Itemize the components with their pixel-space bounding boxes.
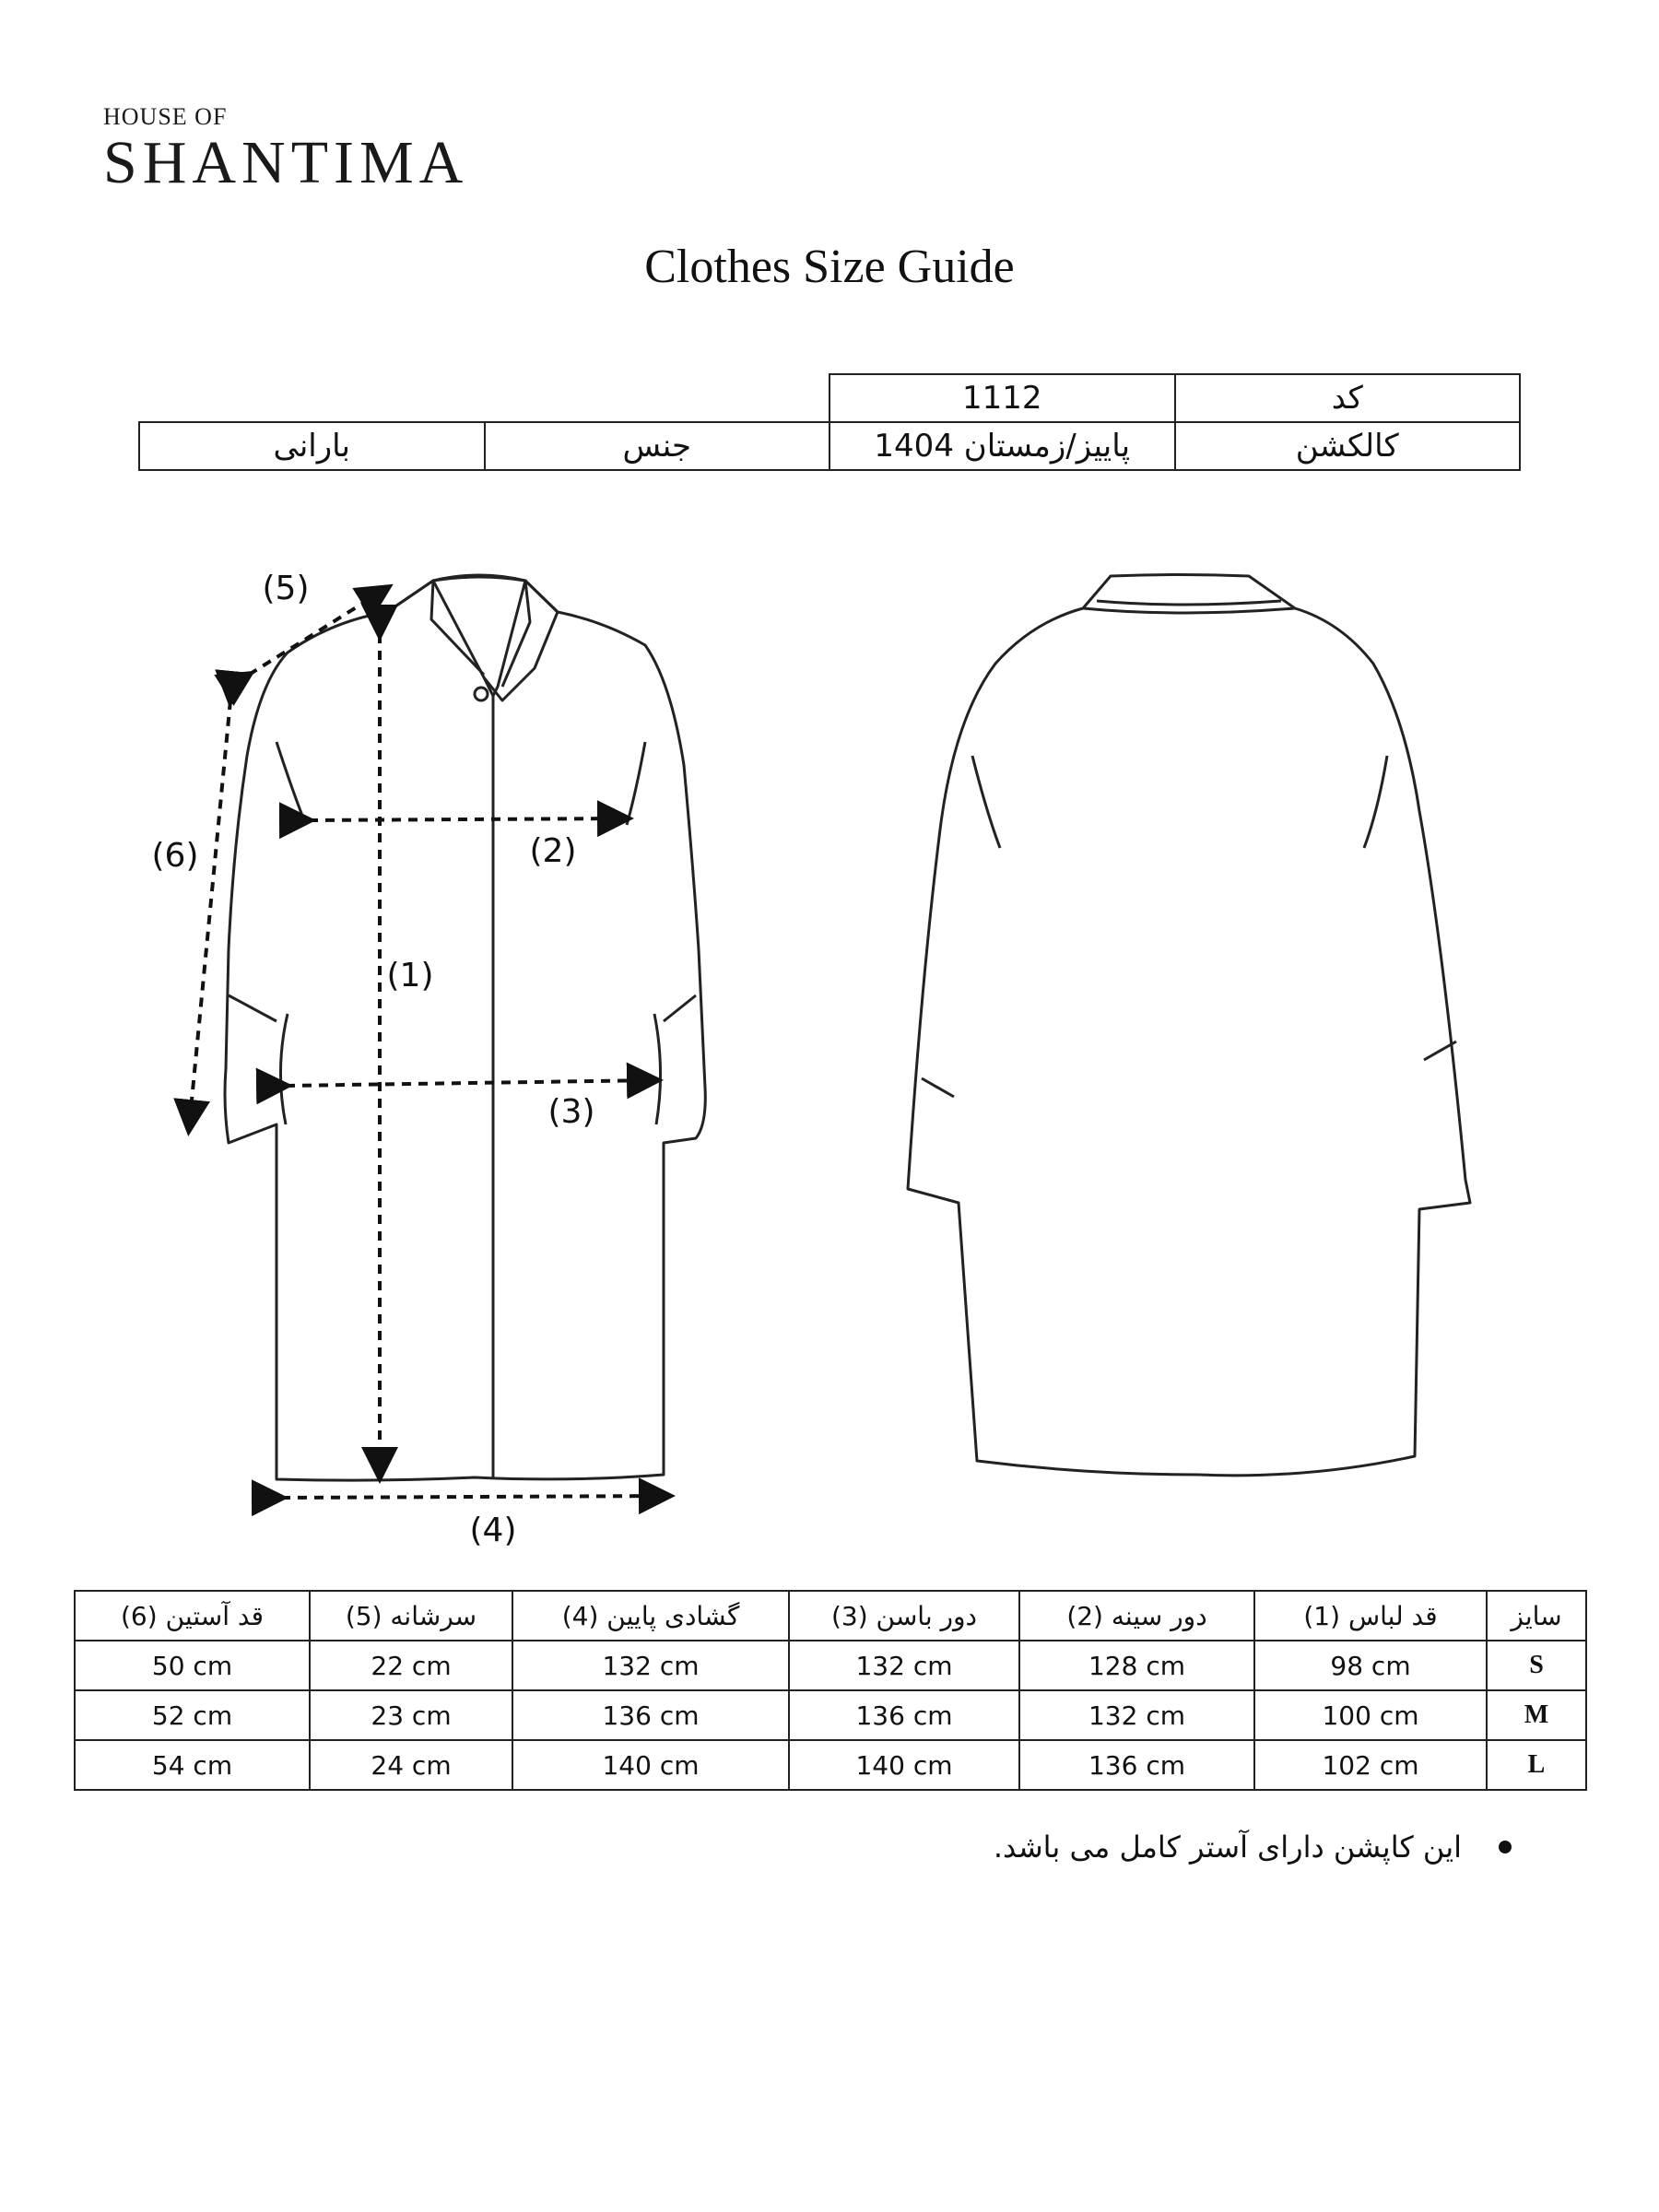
measure-arrow-chest bbox=[309, 818, 627, 820]
code-label: کد bbox=[1175, 374, 1521, 422]
code-value: 1112 bbox=[830, 374, 1175, 422]
cell-size: L bbox=[1487, 1740, 1586, 1790]
cell-hem: 136 cm bbox=[512, 1690, 789, 1740]
header-chest: (2) دور سینه bbox=[1019, 1591, 1254, 1641]
table-row bbox=[75, 1690, 1586, 1740]
cell-hip: 136 cm bbox=[789, 1690, 1019, 1740]
label-m3: (3) bbox=[547, 1093, 595, 1131]
coat-diagrams bbox=[0, 516, 1659, 1558]
bullet-icon bbox=[1499, 1841, 1512, 1853]
note-text: این کاپشن دارای آستر کامل می باشد. bbox=[993, 1830, 1462, 1865]
brand-logo bbox=[103, 103, 469, 196]
header-sleeve: (6) قد آستین bbox=[75, 1591, 310, 1641]
size-table bbox=[74, 1590, 1587, 1791]
page-title: Clothes Size Guide bbox=[644, 241, 1015, 293]
label-m2: (2) bbox=[529, 832, 577, 870]
label-m1: (1) bbox=[386, 957, 434, 994]
cell-length: 100 cm bbox=[1254, 1690, 1487, 1740]
info-empty-cell bbox=[139, 374, 485, 422]
cell-shoulder: 23 cm bbox=[310, 1690, 512, 1740]
measure-arrow-hip bbox=[286, 1080, 656, 1086]
info-empty-cell bbox=[485, 374, 830, 422]
table-row bbox=[75, 1740, 1586, 1790]
info-row-collection bbox=[139, 422, 1520, 470]
table-row bbox=[75, 1641, 1586, 1690]
info-row-code bbox=[139, 374, 1520, 422]
collection-value: پاییز/زمستان 1404 bbox=[830, 422, 1175, 470]
cell-length: 98 cm bbox=[1254, 1641, 1487, 1690]
cell-hip: 140 cm bbox=[789, 1740, 1019, 1790]
cell-hem: 140 cm bbox=[512, 1740, 789, 1790]
size-table-header-row bbox=[75, 1591, 1586, 1641]
product-info-table bbox=[138, 373, 1521, 471]
cell-sleeve: 50 cm bbox=[75, 1641, 310, 1690]
cell-chest: 132 cm bbox=[1019, 1690, 1254, 1740]
cell-hem: 132 cm bbox=[512, 1641, 789, 1690]
cell-length: 102 cm bbox=[1254, 1740, 1487, 1790]
measurement-labels bbox=[152, 570, 595, 1549]
cell-size: S bbox=[1487, 1641, 1586, 1690]
header-hip: (3) دور باسن bbox=[789, 1591, 1019, 1641]
lining-note bbox=[994, 1830, 1512, 1865]
cell-chest: 128 cm bbox=[1019, 1641, 1254, 1690]
label-m6: (6) bbox=[151, 837, 199, 875]
label-m4: (4) bbox=[469, 1512, 517, 1549]
cell-size: M bbox=[1487, 1690, 1586, 1740]
header-length: (1) قد لباس bbox=[1254, 1591, 1487, 1641]
header-hem: (4) گشادی پایین bbox=[512, 1591, 789, 1641]
cell-shoulder: 22 cm bbox=[310, 1641, 512, 1690]
cell-sleeve: 54 cm bbox=[75, 1740, 310, 1790]
collection-label: کالکشن bbox=[1175, 422, 1521, 470]
material-value: بارانی bbox=[139, 422, 485, 470]
measurement-arrows bbox=[189, 588, 668, 1498]
measure-arrow-sleeve bbox=[189, 700, 230, 1129]
cell-chest: 136 cm bbox=[1019, 1740, 1254, 1790]
front-coat-drawing bbox=[225, 575, 705, 1480]
brand-small-text: HOUSE OF bbox=[103, 103, 228, 130]
cell-shoulder: 24 cm bbox=[310, 1740, 512, 1790]
back-coat-drawing bbox=[908, 575, 1470, 1476]
material-label: جنس bbox=[485, 422, 830, 470]
cell-hip: 132 cm bbox=[789, 1641, 1019, 1690]
brand-name: SHANTIMA bbox=[103, 129, 469, 196]
cell-sleeve: 52 cm bbox=[75, 1690, 310, 1740]
header-size: سایز bbox=[1487, 1591, 1586, 1641]
header-shoulder: (5) سرشانه bbox=[310, 1591, 512, 1641]
measure-arrow-hem bbox=[281, 1496, 668, 1498]
label-m5: (5) bbox=[262, 570, 310, 607]
